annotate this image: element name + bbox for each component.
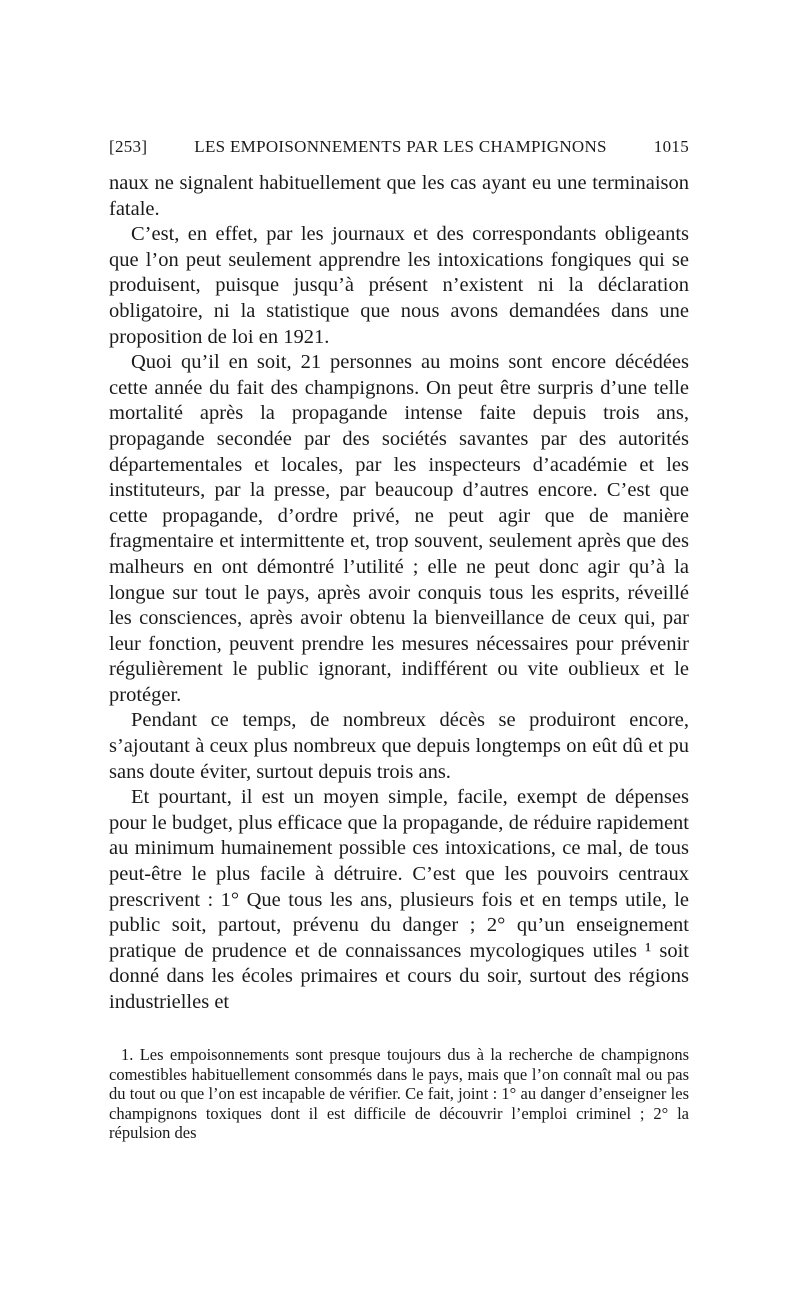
header-title: LES EMPOISONNEMENTS PAR LES CHAMPIGNONS	[194, 137, 607, 156]
running-header	[109, 137, 689, 157]
paragraph: Et pourtant, il est un moyen simple, facile, exempt de dépenses pour le budget, plus efficace que la propagande, de réduire rapidement au minimum humainement possible ces intoxications, ce mal, de tous peut-être le plus facile à détruire. C’est que les pouvoirs centraux prescrivent : 1° Que tous les ans, plusieurs fois et en temps utile, le public soit, partout, prévenu du danger ; 2° qu’un enseignement pratique de prudence et de connaissances mycologiques utiles ¹ soit donné dans les écoles primaires et cours du soir, surtout des régions industrielles et	[109, 786, 689, 1013]
page-number: 1015	[653, 137, 689, 156]
header-section-ref: [253]	[109, 137, 148, 156]
paragraph-continuation: naux ne signalent habituellement que les cas ayant eu une terminaison fatale.	[109, 172, 689, 220]
footnotes	[109, 1045, 689, 1143]
body-text	[109, 171, 689, 1016]
footnote-1: 1. Les empoisonnements sont presque toujours dus à la recherche de champignons comestibles habituellement consommés dans le pays, mais que l’on connaît mal ou pas du tout ou que l’on est incapable de vérifier. Ce fait, joint : 1° au danger d’enseigner les champignons toxiques dont il est difficile de découvrir l’emploi criminel ; 2° la répulsion des	[109, 1045, 689, 1142]
paragraph: C’est, en effet, par les journaux et des correspondants obligeants que l’on peut seulement apprendre les intoxications fongiques qui se produisent, puisque jusqu’à présent n’existent ni la déclaration obligatoire, ni la statistique que nous avons demandées dans une proposition de loi en 1921.	[109, 223, 689, 348]
paragraph: Pendant ce temps, de nombreux décès se produiront encore, s’ajoutant à ceux plus nombreux que depuis longtemps on eût dû et pu sans doute éviter, surtout depuis trois ans.	[109, 709, 689, 783]
paragraph: Quoi qu’il en soit, 21 personnes au moins sont encore décédées cette année du fait des champignons. On peut être surpris d’une telle mortalité après la propagande intense faite depuis trois ans, propagande secondée par des sociétés savantes par des autorités départementales et locales, par les inspecteurs d’académie et les instituteurs, par la presse, par beaucoup d’autres encore. C’est que cette propagande, d’ordre privé, ne peut agir que de manière fragmentaire et intermittente et, trop souvent, seulement après que des malheurs en ont démontré l’utilité ; elle ne peut donc agir qu’à la longue sur tout le pays, après avoir conquis tous les esprits, réveillé les consciences, après avoir obtenu la bienveillance de ceux qui, par leur fonction, peuvent prendre les mesures nécessaires pour prévenir régulièrement le public ignorant, indifférent ou vite oublieux et le protéger.	[109, 351, 689, 706]
